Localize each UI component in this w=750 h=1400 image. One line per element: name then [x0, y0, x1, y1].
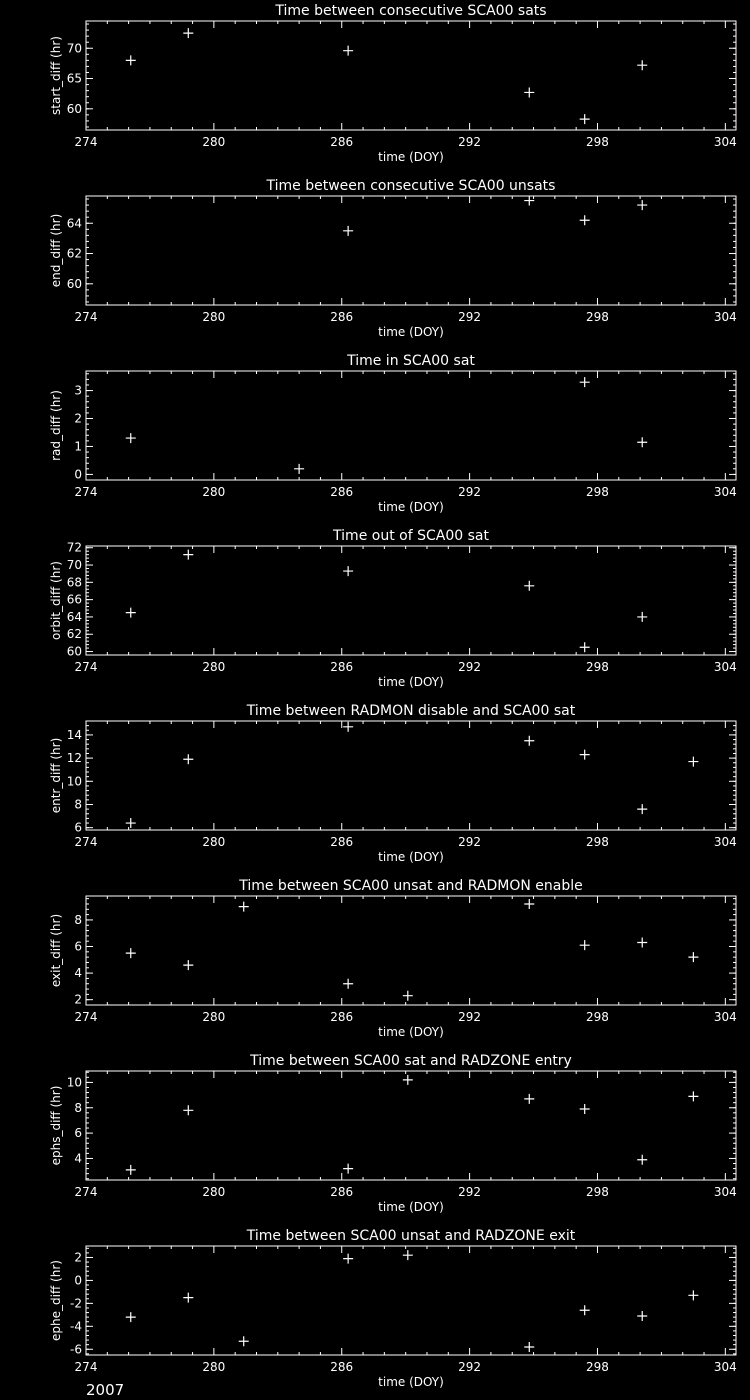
data-point — [637, 804, 647, 814]
x-tick-label: 292 — [458, 135, 482, 149]
x-tick-label: 304 — [713, 1360, 737, 1374]
y-tick-label: -2 — [70, 1296, 82, 1311]
y-axis-label: exit_diff (hr) — [49, 913, 63, 988]
x-tick-label: 298 — [586, 485, 609, 499]
y-tick-label: 68 — [66, 575, 82, 590]
y-tick-label: 2 — [74, 992, 82, 1007]
data-point — [403, 1250, 413, 1260]
y-tick-label: 0 — [74, 1273, 82, 1288]
x-tick-label: 274 — [74, 1010, 98, 1024]
data-point — [126, 1312, 136, 1322]
data-point — [580, 215, 590, 225]
y-tick-label: 0 — [74, 467, 82, 482]
panel-3 — [49, 353, 737, 514]
data-point — [239, 1336, 249, 1346]
y-tick-label: -6 — [70, 1342, 82, 1357]
x-tick-label: 292 — [458, 310, 482, 324]
x-tick-label: 298 — [586, 660, 609, 674]
x-tick-label: 298 — [586, 1010, 609, 1024]
y-tick-label: 8 — [74, 912, 82, 927]
chart-title: Time in SCA00 sat — [347, 353, 475, 369]
data-point — [126, 55, 136, 65]
y-tick-label: 66 — [66, 592, 82, 607]
x-tick-label: 298 — [586, 1185, 609, 1199]
y-tick-label: 60 — [66, 276, 82, 291]
x-axis-label: time (DOY) — [378, 1375, 444, 1389]
x-tick-label: 304 — [713, 835, 737, 849]
chart-title: Time between SCA00 unsat and RADZONE exit — [246, 1228, 576, 1244]
x-tick-label: 274 — [74, 135, 98, 149]
y-axis-label: start_diff (hr) — [49, 36, 63, 115]
x-tick-label: 274 — [74, 1185, 98, 1199]
data-point — [524, 1094, 534, 1104]
plot-frame — [86, 196, 736, 305]
y-tick-label: 6 — [74, 939, 82, 954]
x-tick-label: 274 — [74, 310, 98, 324]
data-point — [688, 1290, 698, 1300]
y-tick-label: 8 — [74, 1100, 82, 1115]
y-tick-label: 12 — [66, 751, 82, 766]
x-tick-label: 286 — [330, 1185, 354, 1199]
data-point — [294, 464, 304, 474]
data-point — [688, 757, 698, 767]
data-point — [637, 1311, 647, 1321]
y-axis-label: ephe_diff (hr) — [49, 1260, 63, 1341]
y-tick-label: 4 — [74, 966, 82, 981]
y-tick-label: 2 — [74, 1250, 82, 1265]
x-tick-label: 304 — [713, 660, 737, 674]
y-tick-label: 6 — [74, 1126, 82, 1141]
y-axis-label: entr_diff (hr) — [49, 737, 63, 814]
data-point — [688, 952, 698, 962]
x-tick-label: 274 — [74, 660, 98, 674]
panel-7 — [49, 1053, 737, 1214]
plot-frame — [86, 1246, 736, 1355]
data-point — [126, 948, 136, 958]
plot-frame — [86, 896, 736, 1005]
chart-title: Time between consecutive SCA00 sats — [275, 3, 547, 19]
x-tick-label: 298 — [586, 835, 609, 849]
chart-title: Time between consecutive SCA00 unsats — [266, 178, 556, 194]
data-point — [524, 736, 534, 746]
panel-8 — [49, 1228, 737, 1389]
data-point — [343, 722, 353, 732]
plot-frame — [86, 371, 736, 480]
x-tick-label: 286 — [330, 310, 354, 324]
y-tick-label: 6 — [74, 820, 82, 835]
y-tick-label: 64 — [66, 216, 82, 231]
x-tick-label: 280 — [202, 1360, 226, 1374]
data-point — [580, 1305, 590, 1315]
x-tick-label: 292 — [458, 485, 482, 499]
data-point — [183, 1293, 193, 1303]
data-point — [524, 1342, 534, 1352]
plot-frame — [86, 546, 736, 655]
x-axis-label: time (DOY) — [378, 1200, 444, 1214]
panel-1 — [49, 3, 737, 164]
x-axis-label: time (DOY) — [378, 850, 444, 864]
x-axis-label: time (DOY) — [378, 1025, 444, 1039]
x-tick-label: 274 — [74, 485, 98, 499]
data-point — [183, 1105, 193, 1115]
data-point — [343, 1254, 353, 1264]
x-tick-label: 286 — [330, 660, 354, 674]
y-tick-label: 14 — [66, 727, 82, 742]
x-tick-label: 304 — [713, 310, 737, 324]
data-point — [126, 1165, 136, 1175]
x-tick-label: 280 — [202, 1010, 226, 1024]
x-tick-label: 280 — [202, 660, 226, 674]
data-point — [343, 566, 353, 576]
data-point — [637, 938, 647, 948]
y-axis-label: end_diff (hr) — [49, 213, 63, 288]
data-point — [637, 1155, 647, 1165]
x-tick-label: 292 — [458, 1010, 482, 1024]
data-point — [183, 960, 193, 970]
panel-6 — [49, 878, 737, 1039]
y-tick-label: 8 — [74, 797, 82, 812]
x-tick-label: 286 — [330, 485, 354, 499]
y-tick-label: 1 — [74, 439, 82, 454]
data-point — [126, 433, 136, 443]
y-tick-label: 64 — [66, 609, 82, 624]
x-tick-label: 304 — [713, 1010, 737, 1024]
data-point — [524, 899, 534, 909]
x-tick-label: 304 — [713, 135, 737, 149]
data-point — [688, 1091, 698, 1101]
y-tick-label: 62 — [66, 627, 82, 642]
data-point — [343, 979, 353, 989]
chart-title: Time out of SCA00 sat — [333, 528, 489, 544]
x-tick-label: 292 — [458, 835, 482, 849]
data-point — [524, 87, 534, 97]
x-tick-label: 286 — [330, 1360, 354, 1374]
panel-2 — [49, 178, 737, 339]
year-label: 2007 — [86, 1381, 125, 1399]
data-point — [580, 1104, 590, 1114]
y-tick-label: 70 — [66, 558, 82, 573]
data-point — [637, 60, 647, 70]
x-axis-label: time (DOY) — [378, 150, 444, 164]
plot-frame — [86, 21, 736, 130]
x-tick-label: 280 — [202, 835, 226, 849]
x-axis-label: time (DOY) — [378, 500, 444, 514]
x-tick-label: 298 — [586, 135, 609, 149]
y-tick-label: 60 — [66, 644, 82, 659]
data-point — [403, 1075, 413, 1085]
data-point — [183, 754, 193, 764]
data-point — [343, 1164, 353, 1174]
y-axis-label: rad_diff (hr) — [49, 390, 63, 461]
x-tick-label: 280 — [202, 135, 226, 149]
data-point — [183, 550, 193, 560]
data-point — [343, 226, 353, 236]
data-point — [524, 196, 534, 206]
x-tick-label: 274 — [74, 1360, 98, 1374]
y-tick-label: 65 — [66, 71, 82, 86]
data-point — [580, 642, 590, 652]
plot-frame — [86, 721, 736, 830]
data-point — [580, 377, 590, 387]
panel-4 — [49, 528, 737, 689]
chart-title: Time between RADMON disable and SCA00 sat — [246, 703, 576, 719]
data-point — [580, 940, 590, 950]
y-tick-label: 2 — [74, 411, 82, 426]
x-tick-label: 286 — [330, 835, 354, 849]
y-tick-label: 4 — [74, 1151, 82, 1166]
data-point — [637, 437, 647, 447]
x-tick-label: 292 — [458, 1360, 482, 1374]
x-tick-label: 280 — [202, 1185, 226, 1199]
data-point — [580, 750, 590, 760]
x-tick-label: 298 — [586, 1360, 609, 1374]
y-tick-label: 70 — [66, 41, 82, 56]
y-tick-label: 62 — [66, 246, 82, 261]
data-point — [183, 28, 193, 38]
data-point — [239, 902, 249, 912]
x-tick-label: 304 — [713, 485, 737, 499]
x-tick-label: 292 — [458, 1185, 482, 1199]
data-point — [637, 200, 647, 210]
x-tick-label: 274 — [74, 835, 98, 849]
plot-frame — [86, 1071, 736, 1180]
y-tick-label: 10 — [66, 774, 82, 789]
chart-title: Time between SCA00 unsat and RADMON enable — [239, 878, 583, 894]
chart-title: Time between SCA00 sat and RADZONE entry — [250, 1053, 572, 1069]
data-point — [580, 114, 590, 124]
data-point — [637, 612, 647, 622]
x-axis-label: time (DOY) — [378, 675, 444, 689]
data-point — [403, 991, 413, 1001]
data-point — [126, 818, 136, 828]
data-point — [126, 608, 136, 618]
x-tick-label: 298 — [586, 310, 609, 324]
x-axis-label: time (DOY) — [378, 325, 444, 339]
y-tick-label: 72 — [66, 540, 82, 555]
y-tick-label: 60 — [66, 101, 82, 116]
x-tick-label: 280 — [202, 310, 226, 324]
panel-5 — [49, 703, 737, 864]
x-tick-label: 286 — [330, 1010, 354, 1024]
x-tick-label: 292 — [458, 660, 482, 674]
y-tick-label: 10 — [66, 1075, 82, 1090]
y-axis-label: orbit_diff (hr) — [49, 561, 63, 640]
x-tick-label: 280 — [202, 485, 226, 499]
y-axis-label: ephs_diff (hr) — [49, 1085, 63, 1166]
data-point — [524, 581, 534, 591]
x-tick-label: 304 — [713, 1185, 737, 1199]
y-tick-label: -4 — [70, 1319, 82, 1334]
y-tick-label: 3 — [74, 383, 82, 398]
x-tick-label: 286 — [330, 135, 354, 149]
data-point — [343, 46, 353, 56]
